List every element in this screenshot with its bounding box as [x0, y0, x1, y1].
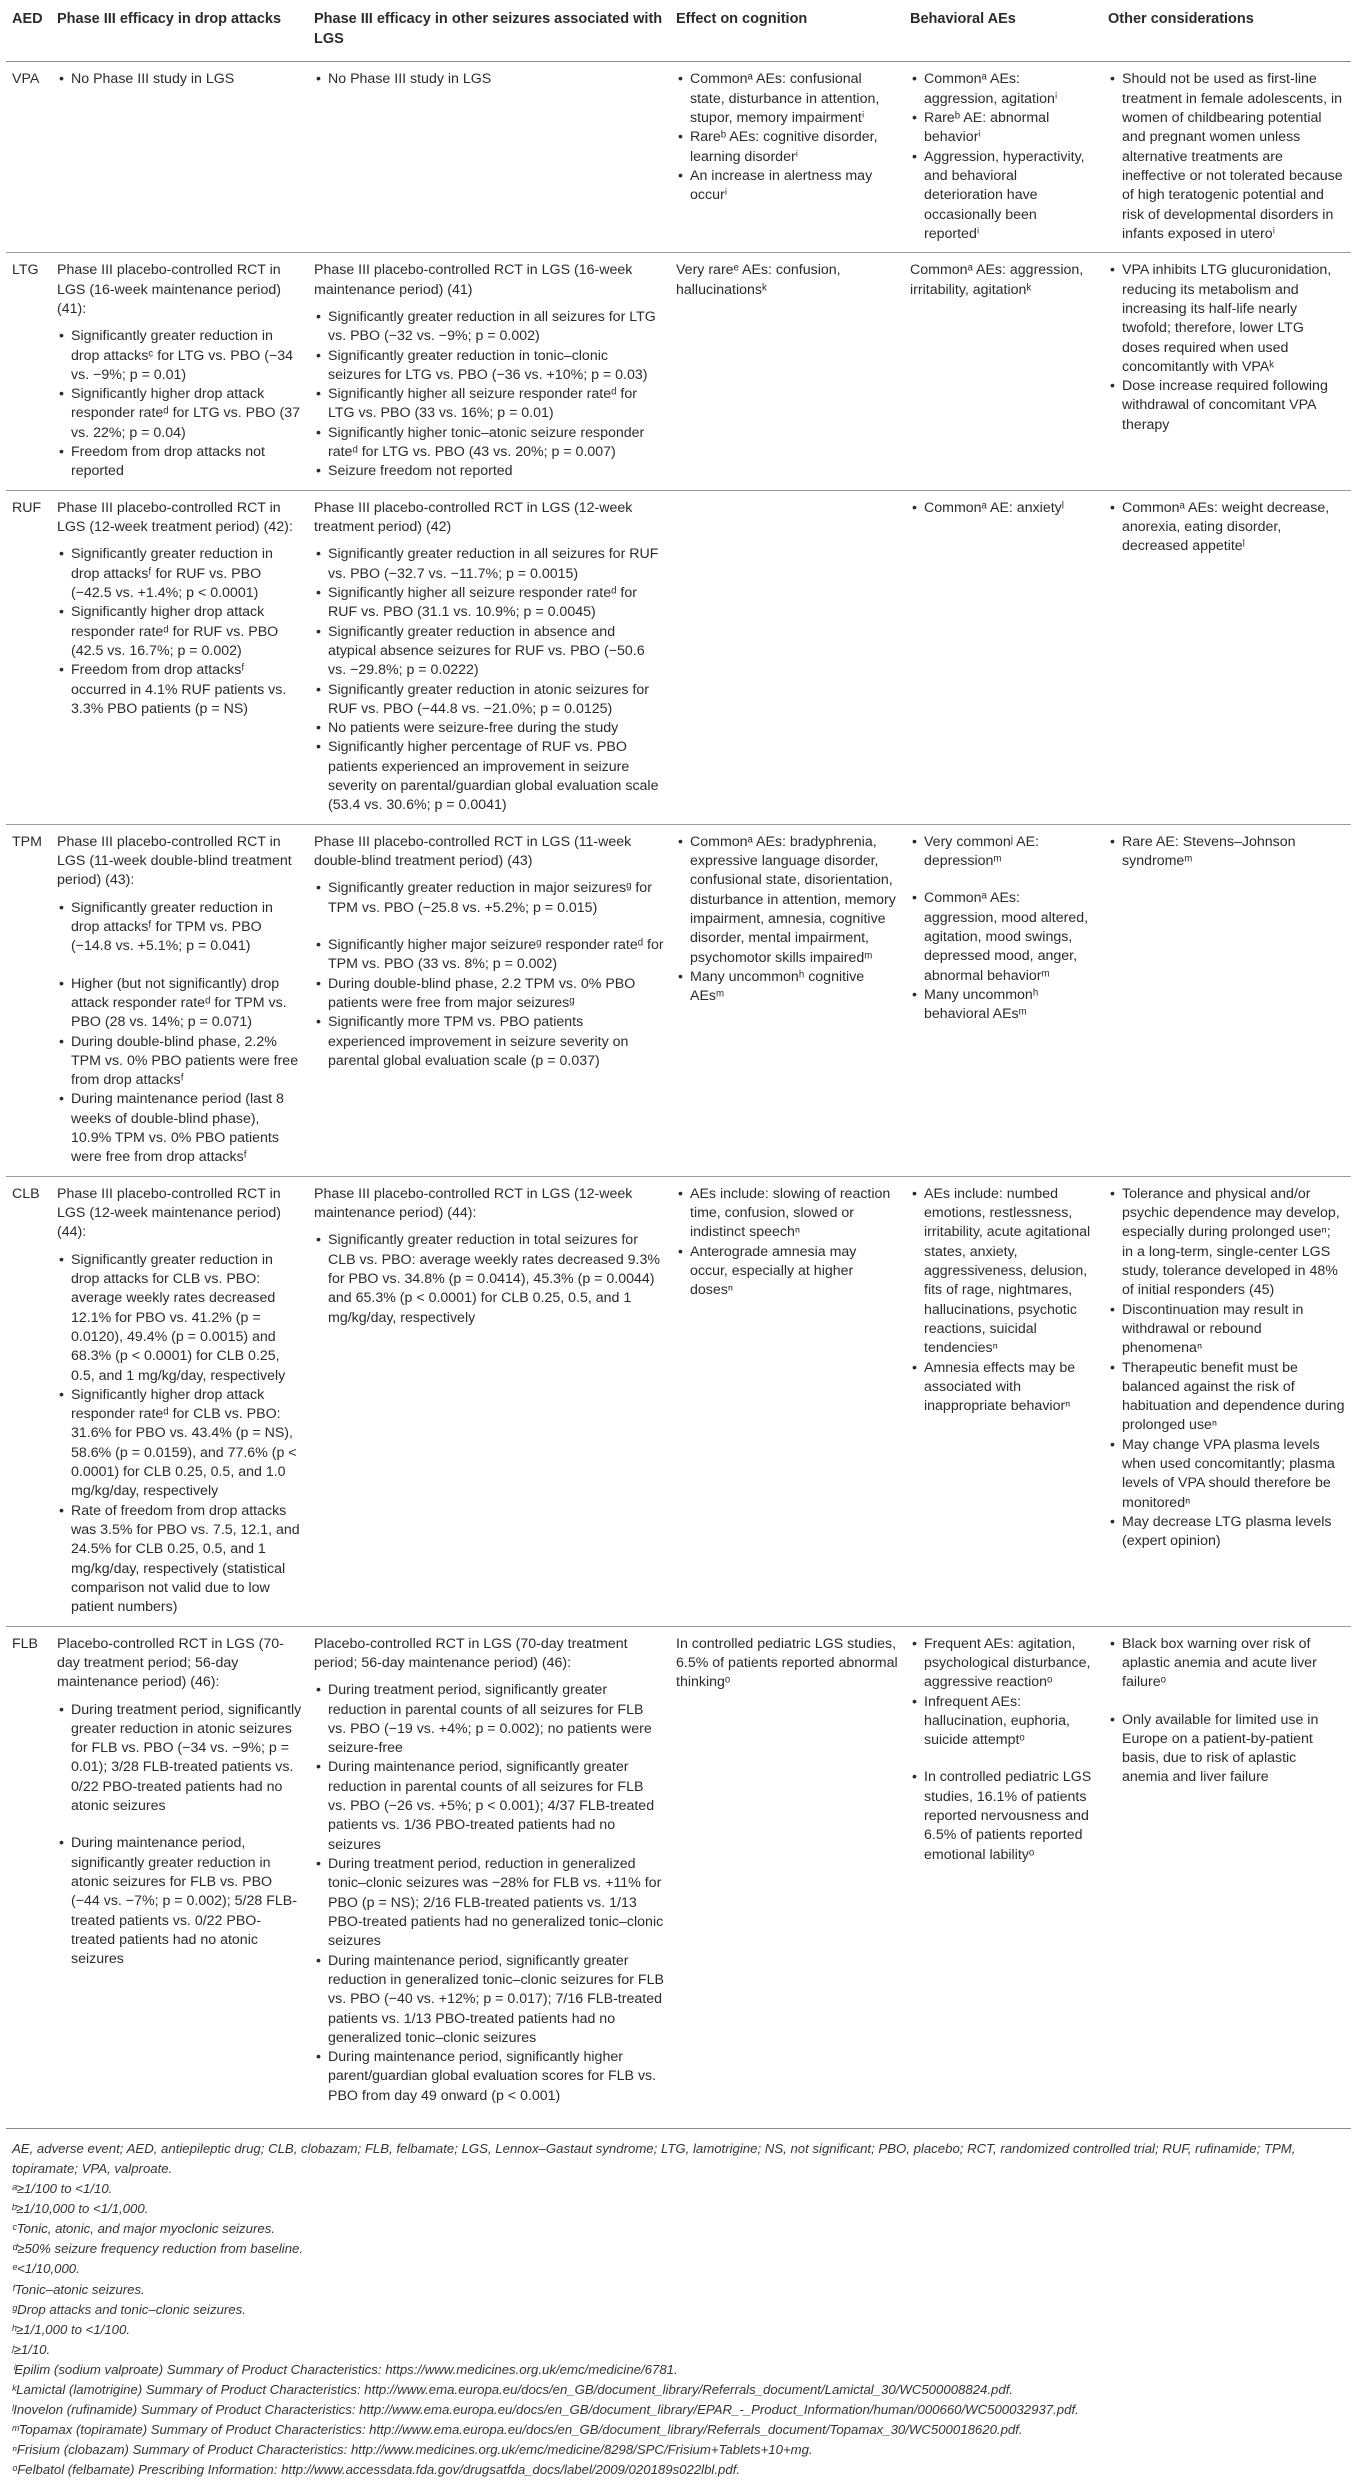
list-item: • Commonᵃ AEs: aggression, mood altered, agitation, mood swings, depressed mood, anger, abnormal behaviorᵐ: [910, 889, 1096, 986]
cell-intro-text: Phase III placebo-controlled RCT in LGS (16-week maintenance period) (41): [314, 262, 633, 298]
drop-attacks-cell: [51, 490, 308, 824]
list-item: • Should not be used as first-line treatment in female adolescents, in women of childbearing potential and pregnant women unless alternative treatments are ineffective or not tolerated because of high teratogenic potential and risk of developmental disorders in infants exposed in uteroⁱ: [1108, 70, 1345, 244]
bullet-list: [314, 308, 664, 482]
drop-attacks-cell: [51, 62, 308, 253]
cell-intro-text: Phase III placebo-controlled RCT in LGS (11-week double-blind treatment period) (43):: [57, 833, 292, 889]
list-item: • During maintenance period, significantly greater reduction in parental counts of all seizures for FLB vs. PBO (−26 vs. +5%; p < 0.001); 4/37 FLB-treated patients vs. 1/36 PBO-treated patients had no seizures: [314, 1758, 664, 1855]
drop-attacks-cell: [51, 1176, 308, 1626]
table-row: [6, 1626, 1351, 2114]
bullet-list: [1108, 1711, 1345, 1788]
list-item: • Significantly greater reduction in absence and atypical absence seizures for RUF vs. PBO (−50.6 vs. −29.8%; p = 0.0222): [314, 623, 664, 681]
header-other-seizures: Phase III efficacy in other seizures associated with LGS: [308, 0, 670, 62]
list-item: • May decrease LTG plasma levels (expert opinion): [1108, 1513, 1345, 1552]
list-item: • Significantly greater reduction in total seizures for CLB vs. PBO: average weekly rates decreased 9.3% for PBO vs. 34.8% (p = 0.0414), 45.3% (p = 0.0044) and 65.3% (p < 0.0001) for CLB 0.25, 0.5, and 1 mg/kg/day, respectively: [314, 1231, 664, 1328]
list-item: • Very commonʲ AE: depressionᵐ: [910, 833, 1096, 872]
footnote-item: ᵍDrop attacks and tonic–clonic seizures.: [12, 2301, 246, 2317]
table-body: [6, 62, 1351, 2114]
list-item: • Significantly greater reduction in drop attacksᶜ for LTG vs. PBO (−34 vs. −9%; p = 0.01): [57, 327, 302, 385]
bullet-list: [1108, 70, 1345, 244]
list-item: • Discontinuation may result in withdrawal or rebound phenomenaⁿ: [1108, 1301, 1345, 1359]
drop-attacks-cell: [51, 824, 308, 1176]
list-item: • No Phase III study in LGS: [57, 70, 302, 89]
bullet-list: [910, 1768, 1096, 1865]
bullet-list: [910, 499, 1096, 518]
considerations-cell: [1102, 62, 1351, 253]
list-item: • During double-blind phase, 2.2% TPM vs. 0% PBO patients were free from drop attacksᶠ: [57, 1033, 302, 1091]
bullet-list: [314, 70, 664, 89]
list-item: • Rareᵇ AEs: cognitive disorder, learning disorderⁱ: [676, 128, 898, 167]
cell-intro-text: Phase III placebo-controlled RCT in LGS (12-week maintenance period) (44):: [314, 1185, 633, 1221]
aed-name: VPA: [12, 71, 40, 88]
list-item: • Many uncommonʰ cognitive AEsᵐ: [676, 968, 898, 1007]
bullet-list: [910, 1635, 1096, 1751]
list-item: • Commonᵃ AEs: bradyphrenia, expressive language disorder, confusional state, disorientation, disturbance in attention, memory impairment, amnesia, cognitive disorder, mental impairment, psychomotor skills impairedᵐ: [676, 833, 898, 968]
list-item: • During treatment period, significantly greater reduction in parental counts of all seizures for FLB vs. PBO (−19 vs. +4%; p = 0.002); no patients were seizure-free: [314, 1681, 664, 1758]
list-item: • During maintenance period (last 8 weeks of double-blind phase), 10.9% TPM vs. 0% PBO patients were free from drop attacksᶠ: [57, 1090, 302, 1167]
bullet-list: [57, 545, 302, 719]
list-item: • Commonᵃ AE: anxietyˡ: [910, 499, 1096, 518]
cell-intro-text: In controlled pediatric LGS studies, 6.5% of patients reported abnormal thinkingᵒ: [676, 1635, 898, 1691]
bullet-list: [314, 879, 664, 918]
cell-intro-text: Very rareᵉ AEs: confusion, hallucinationsᵏ: [676, 262, 841, 298]
other-seizures-cell: [308, 1626, 670, 2114]
list-item: • Black box warning over risk of aplastic anemia and acute liver failureᵒ: [1108, 1635, 1345, 1693]
footnote-item: ᵉ<1/10,000.: [12, 2261, 80, 2277]
cell-intro-text: Phase III placebo-controlled RCT in LGS (12-week treatment period) (42):: [57, 499, 293, 535]
footnote-item: ʰ≥1/1,000 to <1/100.: [12, 2321, 130, 2337]
other-seizures-cell: [308, 490, 670, 824]
bullet-list: [676, 833, 898, 1007]
footnote-item: ᶠTonic–atonic seizures.: [12, 2281, 145, 2297]
footnotes: [6, 2128, 1351, 2480]
cell-intro-text: Phase III placebo-controlled RCT in LGS (12-week maintenance period) (44):: [57, 1185, 281, 1241]
bullet-list: [314, 1681, 664, 2106]
list-item: • In controlled pediatric LGS studies, 16.1% of patients reported nervousness and 6.5% of patients reported emotional labilityᵒ: [910, 1768, 1096, 1865]
list-item: • No Phase III study in LGS: [314, 70, 664, 89]
list-item: • Many uncommonʰ behavioral AEsᵐ: [910, 986, 1096, 1025]
footnote-item: ᵐTopamax (topiramate) Summary of Product Characteristics: http://www.ema.europa.eu/docs/en_GB/document_library/Referrals_document/Topamax_30/WC500018620.pdf.: [12, 2421, 1023, 2437]
other-seizures-cell: [308, 253, 670, 490]
list-item: • Significantly greater reduction in tonic–clonic seizures for LTG vs. PBO (−36 vs. +10%; p = 0.03): [314, 347, 664, 386]
behavioral-cell: [904, 62, 1102, 253]
footnote-item: ⁱEpilim (sodium valproate) Summary of Product Characteristics: https://www.medicines.org.uk/emc/medicine/6781.: [12, 2361, 678, 2377]
bullet-list: [1108, 261, 1345, 435]
bullet-list: [910, 1185, 1096, 1417]
cell-intro-text: Phase III placebo-controlled RCT in LGS (12-week treatment period) (42): [314, 499, 633, 535]
bullet-list: [910, 889, 1096, 1024]
list-item: • Commonᵃ AEs: weight decrease, anorexia, eating disorder, decreased appetiteˡ: [1108, 499, 1345, 557]
bullet-list: [1108, 1635, 1345, 1693]
footnote-item: ᵏLamictal (lamotrigine) Summary of Product Characteristics: http://www.ema.europa.eu/docs/en_GB/document_library/Referrals_document/Lamictal_30/WC500008824.pdf.: [12, 2381, 1014, 2397]
table-row: [6, 253, 1351, 490]
list-item: • Rate of freedom from drop attacks was 3.5% for PBO vs. 7.5, 12.1, and 24.5% for CLB 0.25, 0.5, and 1 mg/kg/day, respectively (statistical comparison not valid due to low patient numbers): [57, 1502, 302, 1618]
list-item: • Seizure freedom not reported: [314, 462, 664, 481]
list-item: • An increase in alertness may occurⁱ: [676, 167, 898, 206]
header-row: [6, 0, 1351, 62]
list-item: • AEs include: numbed emotions, restlessness, irritability, acute agitational states, anxiety, aggressiveness, delusion, fits of rage, nightmares, hallucinations, psychotic reactions, suicidal tendenciesⁿ: [910, 1185, 1096, 1359]
list-item: • May change VPA plasma levels when used concomitantly; plasma levels of VPA should therefore be monitoredⁿ: [1108, 1436, 1345, 1513]
list-item: • Significantly greater reduction in major seizuresᵍ for TPM vs. PBO (−25.8 vs. +5.2%; p = 0.015): [314, 879, 664, 918]
list-item: • Significantly higher drop attack responder rateᵈ for LTG vs. PBO (37 vs. 22%; p = 0.04): [57, 385, 302, 443]
considerations-cell: [1102, 1176, 1351, 1626]
bullet-list: [314, 1231, 664, 1328]
other-seizures-cell: [308, 1176, 670, 1626]
table-row: [6, 1176, 1351, 1626]
footnote-item: ᵃ≥1/100 to <1/10.: [12, 2181, 113, 2197]
bullet-list: [57, 899, 302, 957]
list-item: • Significantly greater reduction in drop attacksᶠ for TPM vs. PBO (−14.8 vs. +5.1%; p = 0.041): [57, 899, 302, 957]
cell-intro-text: Placebo-controlled RCT in LGS (70-day treatment period; 56-day maintenance period) (46):: [57, 1635, 284, 1691]
list-item: • Anterograde amnesia may occur, especially at higher dosesⁿ: [676, 1243, 898, 1301]
list-item: • Significantly greater reduction in all seizures for RUF vs. PBO (−32.7 vs. −11.7%; p = 0.0015): [314, 545, 664, 584]
header-aed: AED: [6, 0, 51, 62]
aed-comparison-table: [6, 0, 1351, 2114]
behavioral-cell: [904, 824, 1102, 1176]
cognition-cell: [670, 1176, 904, 1626]
header-drop-attacks: Phase III efficacy in drop attacks: [51, 0, 308, 62]
header-cognition: Effect on cognition: [670, 0, 904, 62]
list-item: • Significantly more TPM vs. PBO patients experienced improvement in seizure severity on parental global evaluation scale (p = 0.037): [314, 1013, 664, 1071]
list-item: • During maintenance period, significantly greater reduction in atonic seizures for FLB vs. PBO (−44 vs. −7%; p = 0.002); 5/28 FLB-treated patients vs. 0/22 PBO-treated patients had no atonic seizures: [57, 1834, 302, 1969]
footnote-item: ᵈ≥50% seizure frequency reduction from baseline.: [12, 2241, 304, 2257]
aed-name: FLB: [6, 1626, 51, 2114]
list-item: • Dose increase required following withdrawal of concomitant VPA therapy: [1108, 377, 1345, 435]
behavioral-cell: [904, 1626, 1102, 2114]
drop-attacks-cell: [51, 253, 308, 490]
bullet-list: [1108, 833, 1345, 872]
list-item: • During maintenance period, significantly greater reduction in generalized tonic–clonic seizures for FLB vs. PBO (−40 vs. +12%; p = 0.017); 7/16 FLB-treated patients vs. 1/13 PBO-treated patients had no generalized tonic–clonic seizures: [314, 1952, 664, 2049]
footnote-item: ʲ≥1/10.: [12, 2341, 51, 2357]
aed-name: CLB: [6, 1176, 51, 1626]
aed-name: RUF: [6, 490, 51, 824]
cell-intro-text: Placebo-controlled RCT in LGS (70-day treatment period; 56-day maintenance period) (46):: [314, 1635, 628, 1671]
list-item: • Tolerance and physical and/or psychic dependence may develop, especially during prolonged useⁿ; in a long-term, single-center LGS study, tolerance developed in 48% of initial responders (45): [1108, 1185, 1345, 1301]
list-item: • Amnesia effects may be associated with inappropriate behaviorⁿ: [910, 1359, 1096, 1417]
list-item: • Freedom from drop attacksᶠ occurred in 4.1% RUF patients vs. 3.3% PBO patients (p = NS): [57, 661, 302, 719]
behavioral-cell: [904, 1176, 1102, 1626]
list-item: • During treatment period, significantly greater reduction in atonic seizures for FLB vs. PBO (−34 vs. −9%; p = 0.01); 3/28 FLB-treated patients vs. 0/22 PBO-treated patients had no atonic seizures: [57, 1701, 302, 1817]
list-item: • During maintenance period, significantly higher parent/guardian global evaluation scores for FLB vs. PBO from day 49 onward (p < 0.001): [314, 2048, 664, 2106]
aed-name: LTG: [6, 253, 51, 490]
list-item: • VPA inhibits LTG glucuronidation, reducing its metabolism and increasing its half-life nearly twofold; therefore, lower LTG doses required when used concomitantly with VPAᵏ: [1108, 261, 1345, 377]
footnote-list: [12, 2179, 1345, 2480]
cell-intro-text: Phase III placebo-controlled RCT in LGS (11-week double-blind treatment period) (43): [314, 833, 632, 869]
cognition-cell: [670, 62, 904, 253]
list-item: • Significantly greater reduction in drop attacksᶠ for RUF vs. PBO (−42.5 vs. +1.4%; p < 0.0001): [57, 545, 302, 603]
list-item: • Significantly higher percentage of RUF vs. PBO patients experienced an improvement in seizure severity on parental/guardian global evaluation scale (53.4 vs. 30.6%; p = 0.0041): [314, 738, 664, 815]
list-item: • Significantly greater reduction in drop attacks for CLB vs. PBO: average weekly rates decreased 12.1% for PBO vs. 41.2% (p = 0.0120), 49.4% (p = 0.0015) and 68.3% (p < 0.0001) for CLB 0.25, 0.5, and 1 mg/kg/day, respectively: [57, 1251, 302, 1386]
list-item: • Commonᵃ AEs: aggression, agitationⁱ: [910, 70, 1096, 109]
list-item: • Significantly higher major seizureᵍ responder rateᵈ for TPM vs. PBO (33 vs. 8%; p = 0.002): [314, 936, 664, 975]
header-other-considerations: Other considerations: [1102, 0, 1351, 62]
cognition-cell: [670, 824, 904, 1176]
bullet-list: [57, 327, 302, 482]
table-row: [6, 490, 1351, 824]
list-item: • Rare AE: Stevens–Johnson syndromeᵐ: [1108, 833, 1345, 872]
footnote-item: ᵒFelbatol (felbamate) Prescribing Information: http://www.accessdata.fda.gov/drugsatfda_docs/label/2009/020189s022lbl.pdf.: [12, 2462, 741, 2478]
list-item: • Significantly higher tonic–atonic seizure responder rateᵈ for LTG vs. PBO (43 vs. 20%; p = 0.007): [314, 424, 664, 463]
drop-attacks-cell: [51, 1626, 308, 2114]
list-item: • Frequent AEs: agitation, psychological disturbance, aggressive reactionᵒ: [910, 1635, 1096, 1693]
bullet-list: [57, 70, 302, 89]
list-item: • Significantly greater reduction in all seizures for LTG vs. PBO (−32 vs. −9%; p = 0.002): [314, 308, 664, 347]
cognition-cell: [670, 1626, 904, 2114]
footnote-item: ⁿFrisium (clobazam) Summary of Product Characteristics: http://www.medicines.org.uk/emc/medicine/8298/SPC/Frisium+Tablets+10+mg.: [12, 2442, 813, 2457]
list-item: • Commonᵃ AEs: confusional state, disturbance in attention, stupor, memory impairmentⁱ: [676, 70, 898, 128]
cell-intro-text: Commonᵃ AEs: aggression, irritability, agitationᵏ: [910, 262, 1084, 298]
list-item: • Aggression, hyperactivity, and behavioral deterioration have occasionally been reportedⁱ: [910, 148, 1096, 245]
abbreviations: AE, adverse event; AED, antiepileptic drug; CLB, clobazam; FLB, felbamate; LGS, Lennox–Gastaut syndrome; LTG, lamotrigine; NS, not significant; PBO, placebo; RCT, randomized controlled trial; RUF, rufinamide; TPM, topiramate; VPA, valproate.: [12, 2141, 1296, 2177]
cognition-cell: [670, 253, 904, 490]
table-row: [6, 824, 1351, 1176]
cognition-cell: [670, 490, 904, 824]
list-item: • Infrequent AEs: hallucination, euphoria, suicide attemptᵒ: [910, 1693, 1096, 1751]
header-behavioral: Behavioral AEs: [904, 0, 1102, 62]
bullet-list: [57, 975, 302, 1168]
table-row: [6, 62, 1351, 253]
list-item: • No patients were seizure-free during the study: [314, 719, 664, 738]
bullet-list: [910, 833, 1096, 872]
list-item: • Freedom from drop attacks not reported: [57, 443, 302, 482]
bullet-list: [1108, 1185, 1345, 1552]
list-item: • Only available for limited use in Europe on a patient-by-patient basis, due to risk of aplastic anemia and liver failure: [1108, 1711, 1345, 1788]
list-item: • During double-blind phase, 2.2 TPM vs. 0% PBO patients were free from major seizuresᵍ: [314, 975, 664, 1014]
behavioral-cell: [904, 253, 1102, 490]
considerations-cell: [1102, 490, 1351, 824]
list-item: • During treatment period, reduction in generalized tonic–clonic seizures was −28% for FLB vs. +11% for PBO (p = NS); 2/16 FLB-treated patients vs. 1/13 PBO-treated patients had no generalized tonic–clonic seizures: [314, 1855, 664, 1952]
considerations-cell: [1102, 253, 1351, 490]
list-item: • AEs include: slowing of reaction time, confusion, slowed or indistinct speechⁿ: [676, 1185, 898, 1243]
bullet-list: [910, 70, 1096, 244]
list-item: • Significantly higher all seizure responder rateᵈ for LTG vs. PBO (33 vs. 16%; p = 0.01): [314, 385, 664, 424]
bullet-list: [57, 1834, 302, 1969]
list-item: • Higher (but not significantly) drop attack responder rateᵈ for TPM vs. PBO (28 vs. 14%; p = 0.071): [57, 975, 302, 1033]
list-item: • Therapeutic benefit must be balanced against the risk of habituation and dependence during prolonged useⁿ: [1108, 1359, 1345, 1436]
footnote-item: ˡInovelon (rufinamide) Summary of Product Characteristics: http://www.ema.europa.eu/docs/en_GB/document_library/EPAR_-_Product_Information/human/000660/WC500032937.pdf.: [12, 2401, 1079, 2417]
aed-name: TPM: [6, 824, 51, 1176]
bullet-list: [314, 936, 664, 1071]
list-item: • Rareᵇ AE: abnormal behaviorⁱ: [910, 109, 1096, 148]
behavioral-cell: [904, 490, 1102, 824]
other-seizures-cell: [308, 62, 670, 253]
cell-intro-text: Phase III placebo-controlled RCT in LGS (16-week maintenance period) (41):: [57, 262, 281, 317]
list-item: • Significantly higher drop attack responder rateᵈ for RUF vs. PBO (42.5 vs. 16.7%; p = 0.002): [57, 603, 302, 661]
list-item: • Significantly higher drop attack responder rateᵈ for CLB vs. PBO: 31.6% for PBO vs. 43.4% (p = NS), 58.6% (p = 0.0159), and 77.6% (p < 0.0001) for CLB 0.25, 0.5, and 1.0 mg/kg/day, respectively: [57, 1386, 302, 1502]
footnote-item: ᵇ≥1/10,000 to <1/1,000.: [12, 2201, 149, 2217]
bullet-list: [314, 545, 664, 815]
bullet-list: [57, 1251, 302, 1618]
footnote-item: ᶜTonic, atonic, and major myoclonic seizures.: [12, 2221, 275, 2237]
bullet-list: [1108, 499, 1345, 557]
considerations-cell: [1102, 824, 1351, 1176]
other-seizures-cell: [308, 824, 670, 1176]
considerations-cell: [1102, 1626, 1351, 2114]
bullet-list: [676, 70, 898, 205]
list-item: • Significantly higher all seizure responder rateᵈ for RUF vs. PBO (31.1 vs. 10.9%; p = 0.0045): [314, 584, 664, 623]
bullet-list: [676, 1185, 898, 1301]
list-item: • Significantly greater reduction in atonic seizures for RUF vs. PBO (−44.8 vs. −21.0%; p = 0.0125): [314, 681, 664, 720]
bullet-list: [57, 1701, 302, 1817]
